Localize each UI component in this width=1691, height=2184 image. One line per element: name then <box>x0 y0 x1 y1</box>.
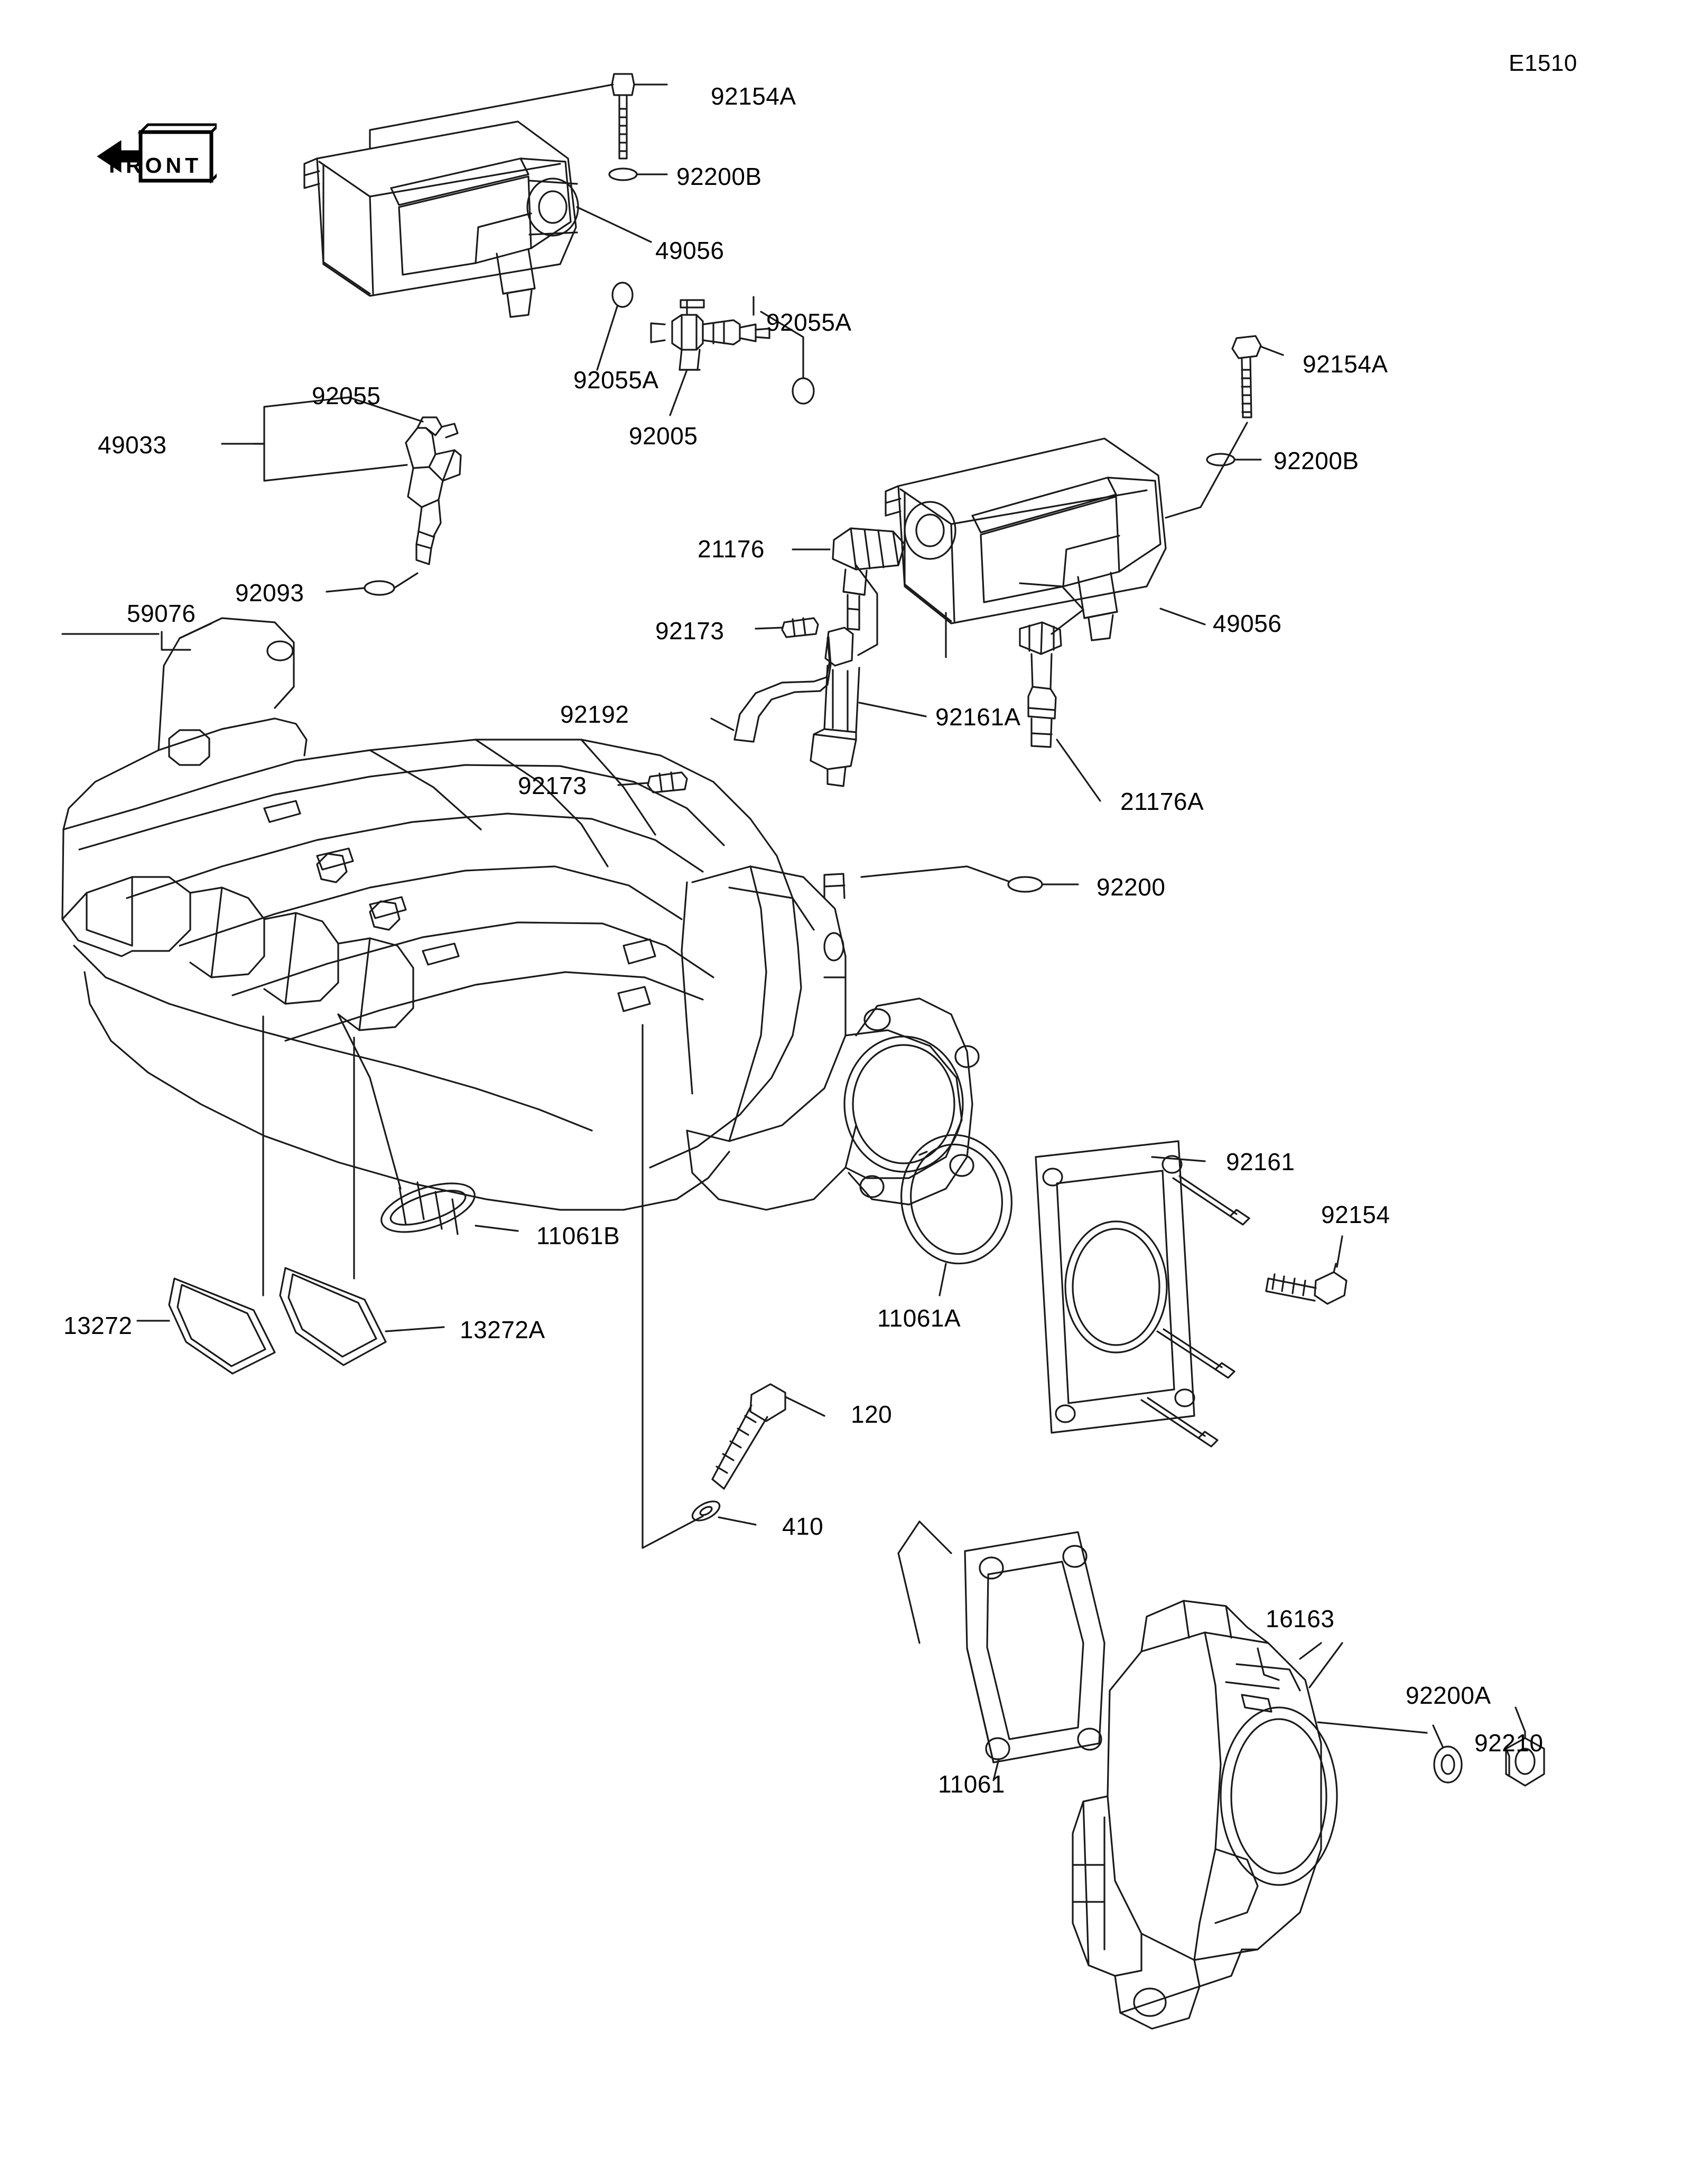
injector-49033 <box>406 417 461 564</box>
part-label-92154A-right: 92154A <box>1303 350 1388 378</box>
oring-92093 <box>327 581 394 595</box>
part-label-49056-right: 49056 <box>1213 610 1282 637</box>
sensor-21176 <box>833 528 905 630</box>
part-label-21176A: 21176A <box>1120 788 1204 815</box>
part-label-16163: 16163 <box>1266 1605 1335 1632</box>
washer-92200a <box>1433 1725 1462 1782</box>
leader-11061b-2 <box>338 1014 401 1189</box>
gasket-11061b <box>376 1173 480 1242</box>
part-92161a <box>811 628 859 786</box>
part-label-92055: 92055 <box>312 382 381 409</box>
leader-bolt-ref2 <box>643 1516 703 1548</box>
bolt-92154 <box>1266 1236 1346 1304</box>
fuel-rail-left <box>304 122 578 317</box>
part-label-92173-b: 92173 <box>518 772 587 799</box>
part-label-13272: 13272 <box>63 1312 133 1339</box>
part-label-49056-top: 49056 <box>655 237 724 264</box>
part-label-92200B-top: 92200B <box>676 163 762 190</box>
part-label-92161: 92161 <box>1226 1148 1295 1175</box>
part-label-11061: 11061 <box>938 1770 1006 1798</box>
figure-number: E1510 <box>1509 50 1577 76</box>
part-label-59076: 59076 <box>127 600 196 627</box>
leader-11061a <box>940 1264 946 1295</box>
fuel-rail-right <box>886 438 1166 640</box>
leader-49056-top <box>577 207 651 242</box>
leader-92200a-line <box>1318 1722 1427 1733</box>
part-label-92055A-right: 92055A <box>766 309 852 336</box>
part-label-92154A-top: 92154A <box>711 82 796 110</box>
leader-16163 <box>1300 1643 1321 1659</box>
seal-13272 <box>169 1278 275 1374</box>
leader-11061b <box>476 1226 518 1231</box>
part-label-49033: 49033 <box>98 431 167 459</box>
bolt-92154a-top <box>612 74 667 158</box>
intake-manifold-body <box>62 618 801 1210</box>
spacer-92161 <box>1036 1141 1249 1446</box>
leader-rail-right <box>1166 423 1247 518</box>
gasket-11061a <box>893 1128 1020 1271</box>
part-label-92200: 92200 <box>1097 873 1166 901</box>
oring-92055a-left <box>597 283 633 370</box>
washer-410 <box>690 1497 756 1525</box>
part-label-120: 120 <box>851 1401 893 1428</box>
clamp-92173-b <box>618 772 687 792</box>
hose-92192 <box>735 637 831 742</box>
seal-13272a <box>280 1268 386 1365</box>
leader-21176a <box>1057 740 1100 801</box>
clamp-92173-a <box>756 618 818 637</box>
washer-92200b-top <box>609 169 667 180</box>
leader-49033-bracket2 <box>254 444 407 481</box>
part-label-21176: 21176 <box>698 535 765 563</box>
bolt-92154a-right <box>1232 336 1283 417</box>
leader-rail-top <box>370 85 613 148</box>
leader-92161a <box>859 703 926 716</box>
throttle-body-16163 <box>1073 1601 1337 2029</box>
bolt-120 <box>712 1384 824 1489</box>
part-label-11061B: 11061B <box>536 1222 620 1249</box>
washer-92200b-right <box>1207 454 1261 465</box>
part-label-13272A: 13272A <box>460 1316 545 1343</box>
gasket-11061 <box>965 1532 1104 1762</box>
leader-11061-ref2 <box>898 1522 919 1643</box>
leader-11061-ref <box>919 1522 951 1553</box>
part-label-92173-a: 92173 <box>655 617 724 645</box>
front-label: FRONT <box>109 153 202 178</box>
part-label-92093: 92093 <box>235 579 304 606</box>
washer-92200 <box>861 866 1078 892</box>
part-label-92200A: 92200A <box>1406 1682 1491 1709</box>
part-label-92005: 92005 <box>629 422 698 450</box>
leader-92192 <box>711 718 733 730</box>
part-label-92192: 92192 <box>560 701 629 728</box>
part-label-410: 410 <box>782 1513 824 1540</box>
leader-92093-2 <box>394 573 417 588</box>
part-label-92055A-left: 92055A <box>573 366 659 394</box>
part-label-92200B-right: 92200B <box>1274 447 1359 474</box>
leader-16163-2 <box>1309 1643 1342 1687</box>
leader-13272a <box>386 1327 444 1331</box>
part-label-11061A: 11061A <box>877 1304 961 1332</box>
manifold-throttle-flange <box>682 866 979 1210</box>
valve-92005 <box>651 300 769 370</box>
part-label-92210: 92210 <box>1474 1729 1544 1757</box>
leader-49056-right <box>1160 609 1205 624</box>
part-label-92161A: 92161A <box>935 703 1021 731</box>
part-label-92154: 92154 <box>1321 1201 1390 1228</box>
leader-92005 <box>670 370 687 415</box>
